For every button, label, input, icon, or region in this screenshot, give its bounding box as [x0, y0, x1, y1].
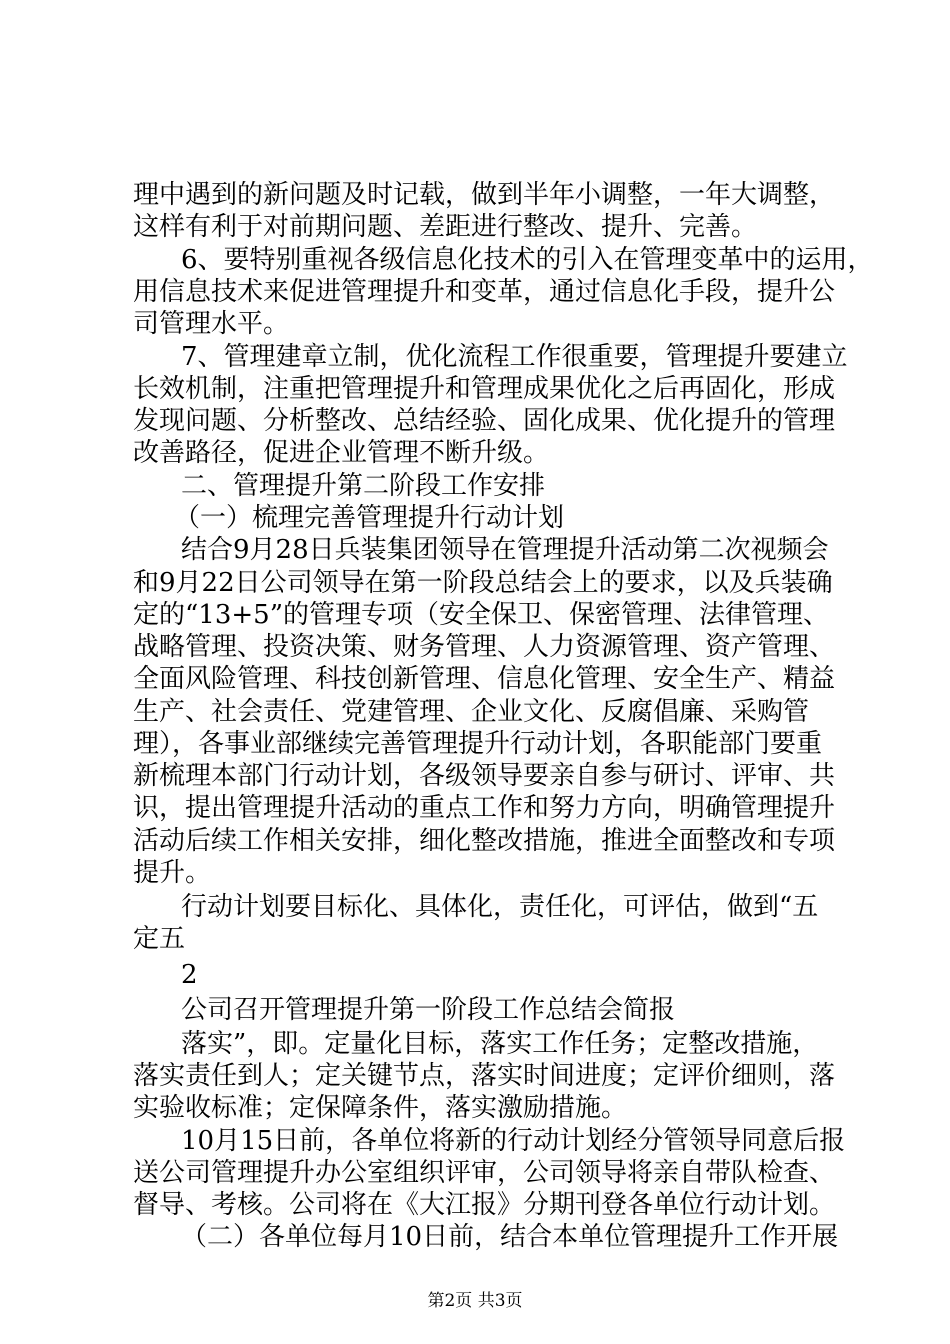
- text-line: 改善路径，促进企业管理不断升级。: [133, 438, 550, 468]
- text-line: 全面风险管理、科技创新管理、信息化管理、安全生产、精益: [133, 664, 836, 694]
- text-line: 理），各事业部继续完善管理提升行动计划，各职能部门要重: [133, 729, 823, 759]
- section-heading: 二、管理提升第二阶段工作安排: [181, 471, 546, 501]
- text-line: 7、管理建章立制，优化流程工作很重要，管理提升要建立: [181, 342, 848, 372]
- text-line: 这样有利于对前期问题、差距进行整改、提升、完善。: [133, 212, 758, 242]
- text-line: 实验收标准；定保障条件，落实激励措施。: [133, 1093, 628, 1123]
- text-line: 定的“13+5”的管理专项（安全保卫、保密管理、法律管理、: [133, 600, 829, 630]
- text-line: 和9月22日公司领导在第一阶段总结会上的要求，以及兵装确: [133, 568, 833, 598]
- text-line: 督导、考核。公司将在《大江报》分期刊登各单位行动计划。: [133, 1190, 836, 1220]
- text-line: （二）各单位每月10日前，结合本单位管理提升工作开展: [181, 1222, 839, 1252]
- running-header: 公司召开管理提升第一阶段工作总结会简报: [181, 995, 676, 1025]
- text-line: 理中遇到的新问题及时记载，做到半年小调整，一年大调整，: [133, 180, 836, 210]
- text-line: 战略管理、投资决策、财务管理、人力资源管理、资产管理、: [133, 632, 836, 662]
- text-line: 提升。: [133, 858, 212, 888]
- text-line: 结合9月28日兵装集团领导在管理提升活动第二次视频会: [181, 535, 829, 565]
- text-line: 发现问题、分析整改、总结经验、固化成果、优化提升的管理: [133, 406, 836, 436]
- text-line: 生产、社会责任、党建管理、企业文化、反腐倡廉、采购管: [133, 697, 810, 727]
- text-line: 定五: [133, 924, 186, 954]
- text-line: 落实责任到人；定关键节点，落实时间进度；定评价细则，落: [133, 1061, 836, 1091]
- text-line: 长效机制，注重把管理提升和管理成果优化之后再固化，形成: [133, 374, 836, 404]
- text-line: 识，提出管理提升活动的重点工作和努力方向，明确管理提升: [133, 793, 836, 823]
- text-line: 司管理水平。: [133, 309, 290, 339]
- page-marker: 2: [181, 960, 198, 990]
- text-line: 用信息技术来促进管理提升和变革，通过信息化手段，提升公: [133, 277, 836, 307]
- text-line: 10月15日前，各单位将新的行动计划经分管领导同意后报: [181, 1126, 846, 1156]
- text-line: 落实”，即。定量化目标，落实工作任务；定整改措施，: [181, 1029, 819, 1059]
- text-line: 6、要特别重视各级信息化技术的引入在管理变革中的运用，: [181, 245, 874, 275]
- text-line: 行动计划要目标化、具体化，责任化，可评估，做到“五: [181, 892, 819, 922]
- text-line: 新梳理本部门行动计划，各级领导要亲自参与研讨、评审、共: [133, 761, 836, 791]
- page-footer: 第2页 共3页: [427, 1291, 523, 1311]
- text-line: 活动后续工作相关安排，细化整改措施，推进全面整改和专项: [133, 826, 836, 856]
- subsection-heading: （一）梳理完善管理提升行动计划: [174, 503, 565, 533]
- text-line: 送公司管理提升办公室组织评审，公司领导将亲自带队检查、: [133, 1158, 836, 1188]
